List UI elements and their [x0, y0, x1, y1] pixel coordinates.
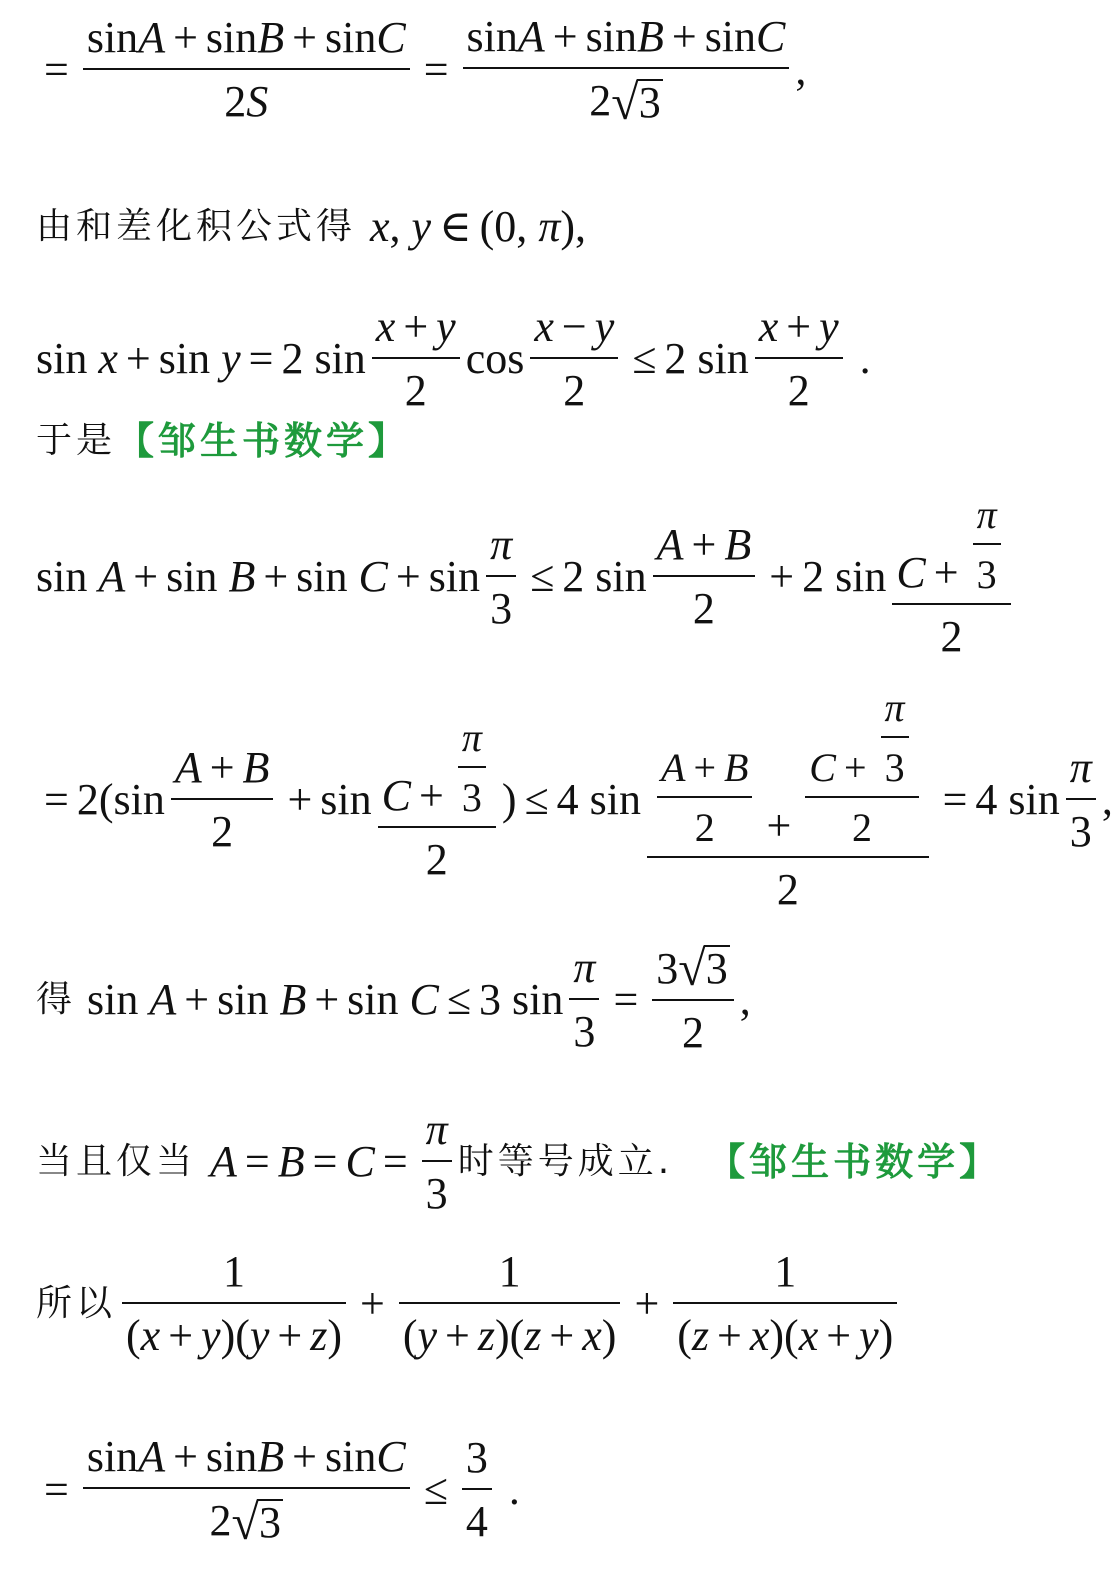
fraction: C + $\frac{\pi}{3}$ 2: [805, 688, 918, 848]
equation-line-10: = sin A + sin B + sin C 2 √ 3 ≤ $\frac{3}{4}$ .: [44, 1432, 520, 1550]
fraction: 1 ( y + z )( z + x ): [399, 1250, 621, 1358]
text-line-4: [36, 419, 411, 463]
fraction: 1 ( x + y )( y + z ): [122, 1250, 346, 1358]
fraction: A + B 2: [171, 746, 274, 854]
equation-line-7: 得 sin A + sin B + sin C ≤ 3 sin $\frac{\pi}{3}$ = 3 √ 3 2 ,: [36, 940, 751, 1057]
fraction: $\frac{\pi}{3}$: [422, 1108, 452, 1216]
text-prefix: 当且仅当: [36, 1141, 197, 1182]
fraction: $\frac{\pi}{3}$: [458, 718, 486, 818]
text-line-2: 由和差化积公式得 x , y ∈ (0, π ),: [36, 202, 587, 251]
fraction: C + $\frac{\pi}{3}$ 2: [892, 495, 1010, 659]
brand-watermark: 【邹生书数学】: [707, 1140, 1002, 1184]
equation-line-9: 所以 1 ( x + y )( y + z ) + 1 ( y + z )( z + x ) + 1 ( z + x )( x + y ): [36, 1250, 903, 1358]
fraction: $\frac{\pi}{3}$: [1066, 746, 1096, 854]
fraction: C + $\frac{\pi}{3}$ 2: [378, 718, 496, 882]
equation-line-3: sin x + sin y = 2 sin x + y 2 cos x − y 2 ≤ 2 sin x + y 2 .: [36, 302, 871, 415]
fraction: 1 ( z + x )( x + y ): [673, 1250, 897, 1358]
fraction: A + B 2: [657, 748, 752, 848]
brand-watermark: 【邹生书数学】: [116, 419, 411, 463]
equation-line-6: = 2(sin A + B 2 + sin C + $\frac{\pi}{3}$ 2 ) ≤ 4 sin A + B 2 + C + $\frac{\pi}{3}$ 2 2 = 4 sin $\frac{\pi}{3}$ ,: [44, 685, 1113, 914]
fraction: $\frac{3}{4}$: [462, 1436, 492, 1544]
fraction: $\frac{\pi}{3}$: [486, 523, 516, 631]
fraction: sin A + sin B + sin C 2 S: [83, 16, 410, 124]
fraction: x − y 2: [530, 305, 618, 413]
fraction: A + B 2: [653, 523, 756, 631]
text-prefix: 所以: [36, 1283, 117, 1324]
fraction: sin A + sin B + sin C 2 √ 3: [463, 15, 790, 125]
fraction: A + B 2 + C + $\frac{\pi}{3}$ 2 2: [647, 688, 929, 912]
fraction: $\frac{\pi}{3}$: [973, 495, 1001, 595]
equation-line-5: sin A + sin B + sin C + sin $\frac{\pi}{3}$ ≤ 2 sin A + B 2 + 2 sin C + $\frac{\pi}{3}$ 2: [36, 495, 1017, 659]
text-prefix: 得: [36, 979, 77, 1020]
fraction: $\frac{\pi}{3}$: [569, 946, 599, 1054]
equation-line-1: = sin A + sin B + sin C 2 S = sin A + sin B + sin C 2 √ 3 ,: [44, 12, 807, 130]
text-suffix: 时等号成立.: [457, 1141, 674, 1182]
fraction: x + y 2: [372, 305, 460, 413]
text-prefix: 于是: [36, 420, 117, 461]
fraction: 3 √ 3 2: [652, 945, 733, 1055]
text-line-8: 当且仅当 A = B = C = $\frac{\pi}{3}$ 时等号成立. 【邹生书数学】: [36, 1105, 1002, 1218]
fraction: $\frac{\pi}{3}$: [881, 688, 909, 788]
fraction: x + y 2: [755, 305, 843, 413]
text-prefix: 由和差化积公式得: [36, 206, 357, 247]
fraction: sin A + sin B + sin C 2 √ 3: [83, 1435, 410, 1545]
